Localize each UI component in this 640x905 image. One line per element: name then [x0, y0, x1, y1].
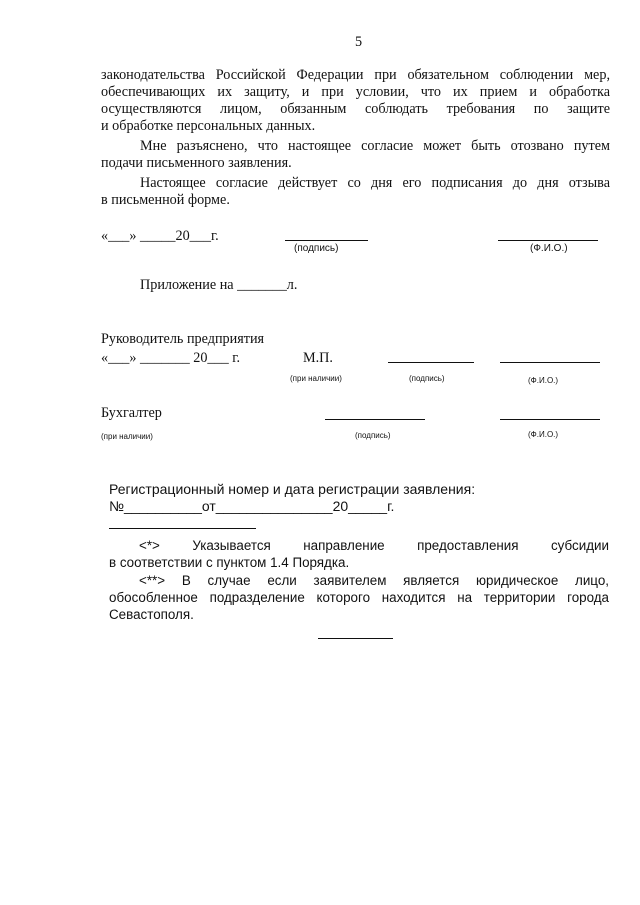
page-number: 5: [355, 34, 363, 50]
accountant-fio-line: [500, 419, 600, 420]
registration-line-2: №__________от_______________20_____г.: [109, 498, 395, 514]
registration-line-1: Регистрационный номер и дата регистрации заявления:: [109, 481, 476, 497]
intro-line-3: осуществляются лицом, обязанным соблюдать требования по защите: [101, 101, 610, 117]
closing-rule: [318, 638, 393, 639]
footnote-2-line-2: обособленное подразделение которого находится на территории города: [109, 590, 609, 605]
manager-signature-line: [388, 362, 474, 363]
revocation-line-2: подачи письменного заявления.: [101, 155, 292, 171]
applicant-signature-caption: (подпись): [294, 243, 339, 254]
footnote-2-line-1: <**> В случае если заявителем является юридическое лицо,: [139, 573, 609, 588]
validity-line-2: в письменной форме.: [101, 192, 230, 208]
footnote-2-line-3: Севастополя.: [109, 607, 194, 622]
intro-line-2: обеспечивающих их защиту, и при условии, что их прием и обработка: [101, 84, 610, 100]
revocation-line-1: Мне разъяснено, что настоящее согласие может быть отозвано путем: [140, 138, 610, 154]
manager-signature-caption: (подпись): [409, 374, 445, 383]
footnote-1-line-2: в соответствии с пунктом 1.4 Порядка.: [109, 555, 350, 570]
applicant-fio-caption: (Ф.И.О.): [530, 243, 568, 254]
applicant-date-field: «___» _____20___г.: [101, 228, 219, 244]
manager-stamp: М.П.: [303, 350, 333, 366]
applicant-signature-line: [285, 240, 368, 241]
footnote-separator: [109, 528, 256, 529]
footnote-1-line-1: <*> Указывается направление предоставления субсидии: [139, 538, 609, 553]
manager-title: Руководитель предприятия: [101, 331, 265, 347]
intro-line-1: законодательства Российской Федерации при обязательном соблюдении мер,: [101, 67, 610, 83]
manager-date-field: «___» _______ 20___ г.: [101, 350, 240, 366]
accountant-title: Бухгалтер: [101, 405, 162, 421]
accountant-signature-line: [325, 419, 425, 420]
accountant-note: (при наличии): [101, 432, 153, 441]
applicant-fio-line: [498, 240, 598, 241]
manager-fio-caption: (Ф.И.О.): [528, 376, 559, 385]
intro-line-4: и обработке персональных данных.: [101, 118, 316, 134]
manager-stamp-caption: (при наличии): [290, 374, 342, 383]
manager-fio-line: [500, 362, 600, 363]
validity-line-1: Настоящее согласие действует со дня его подписания до дня отзыва: [140, 175, 610, 191]
accountant-fio-caption: (Ф.И.О.): [528, 430, 559, 439]
accountant-signature-caption: (подпись): [355, 431, 391, 440]
attachment-line: Приложение на _______л.: [140, 277, 298, 293]
